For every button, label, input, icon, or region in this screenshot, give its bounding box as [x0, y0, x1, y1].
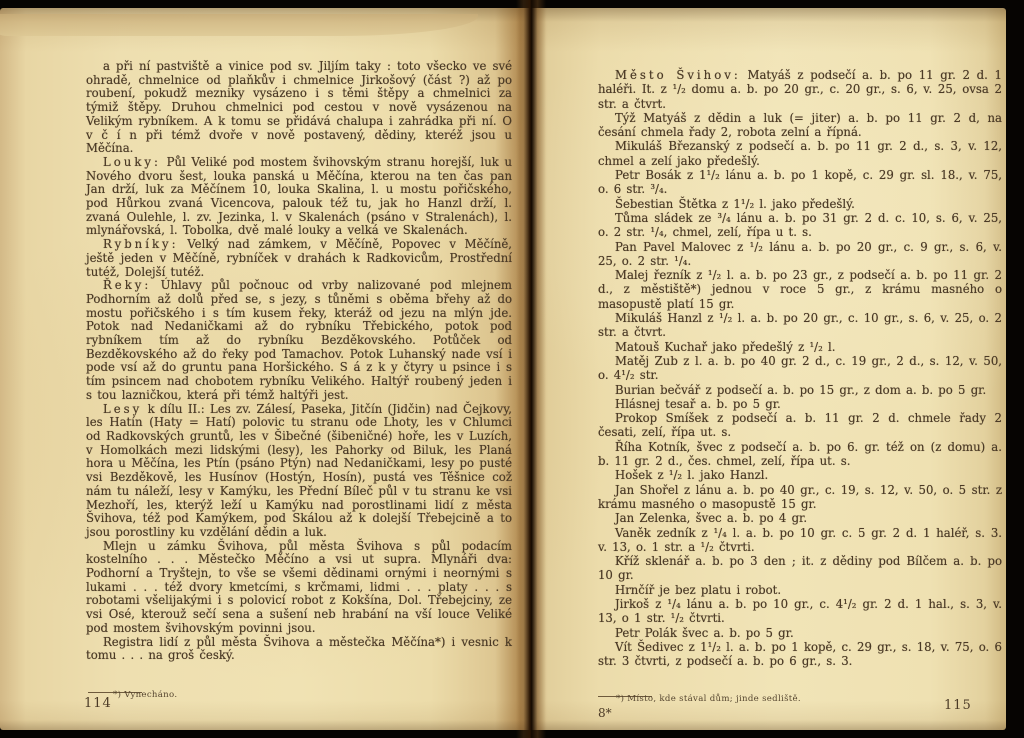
- paragraph-lead: Řeky:: [103, 278, 152, 293]
- paragraph: [86, 279, 512, 402]
- paragraph-body: Petr Polák švec a. b. po 5 gr.: [615, 625, 794, 640]
- paragraph-body: Vít Šedivec z 1¹/₂ l. a. b. po 1 kopě, c. 29 gr., s. 18, v. 75, o. 6 str. 3 čtvrti, z podsečí a. b. po 6 gr., s. 3.: [598, 639, 1002, 669]
- paragraph: [598, 240, 1002, 269]
- paragraph-body: Matouš Kuchař jako předešlý z ¹/₂ l.: [615, 339, 836, 354]
- paragraph: [598, 526, 1002, 555]
- paragraph-body: Velký nad zámkem, v Měčíně, Popovec v Měčíně, ještě jeden v Měčíně, rybníček v drahách k Radkovicům, Prostřední tutéž, Dolejší tutéž.: [86, 237, 512, 279]
- paragraph-body: a při ní pastviště a vinice pod sv. Jiljím taky : toto všecko ve své ohradě, chmelnice od plaňkův i chmelnice Jirkošový (část ?) až po roubení, pokudž mezniky vysázeno i s těmi štěpy a chmelnici za týmiž štěpy. Druhou chmelnici pod cestou v nově vysázenou na Velikým rybníkem. A k tomu se přidává chalupa i zahrádka při ní. O v č í n při témž dvoře v nově postavený, dědiny, kteréž jsou u Měčína.: [86, 59, 512, 156]
- paragraph: [598, 340, 1002, 354]
- footnote-right: *) Místo, kde stával dům; jinde sedliště.: [616, 694, 801, 704]
- paragraph-body: Jan Shořel z lánu a. b. po 40 gr., c. 19, s. 12, v. 50, o. 5 str. z krámu masného o masopustě 15 gr.: [598, 482, 1002, 511]
- footnote-left: *) Vynecháno.: [113, 690, 178, 700]
- paragraph-body: Půl Veliké pod mostem švihovským stranu horejší, luk u Nového dvoru šest, louka panská u Měčína, kterou na ten čas pan Jan drží, luk za Měčínem 10, louka Skalina, l. u mostu pořičského, pod Hůrkou zvaná Vicencova, palouk též tu, jak ho Hanzl drží, l. zvaná Oulehle, l. zv. Jezinka, l. v Skalenách (psáno v Stralenách), l. mlynářovská, l. Tobolka, dvě malé louky a velká ve Skalenách.: [86, 154, 512, 238]
- paragraph: [598, 139, 1002, 168]
- paragraph-body: Kříž sklenář a. b. po 3 den ; it. z dědiny pod Bílčem a. b. po 10 gr.: [598, 554, 1002, 583]
- book-spread: [0, 8, 1006, 730]
- paragraph: [598, 597, 1002, 626]
- paragraph-body: Matyáš z podsečí a. b. po 11 gr. 2 d. 1 haléři. It. z ¹/₂ domu a. b. po 20 gr., c. 20 gr., s. 6, v. 25, ovsa 2 str. a čtvrt.: [598, 68, 1002, 111]
- paragraph: [598, 626, 1002, 640]
- paragraph: [598, 440, 1002, 469]
- paragraph: [598, 168, 1002, 197]
- paragraph: [598, 354, 1002, 383]
- paragraph-body: Petr Bosák z 1¹/₂ lánu a. b. po 1 kopě, c. 29 gr. sl. 18., v. 75, o. 6 str. ³/₄.: [598, 168, 1002, 197]
- paragraph-lead: Rybníky:: [103, 237, 179, 252]
- signature-mark: 8*: [598, 706, 612, 720]
- paragraph: [598, 211, 1002, 240]
- paragraph: [598, 554, 1002, 583]
- right-page-text: [598, 68, 1002, 668]
- paragraph: [86, 403, 512, 540]
- paragraph: [598, 483, 1002, 512]
- paragraph: [86, 540, 512, 636]
- paragraph-body: Pan Pavel Malovec z ¹/₂ lánu a. b. po 20 gr., c. 9 gr., s. 6, v. 25, o. 2 str. ¹/₄.: [598, 239, 1002, 268]
- paragraph: [598, 411, 1002, 440]
- left-page-text: [86, 60, 512, 663]
- book-fold: [516, 0, 546, 738]
- paragraph-body: Říha Kotník, švec z podsečí a. b. po 6. gr. též on (z domu) a. b. 11 gr. 2 d., čes. chmel, zelí, řípa ut. s.: [598, 439, 1002, 469]
- paragraph: [86, 238, 512, 279]
- paragraph-body: Matěj Zub z l. a. b. po 40 gr. 2 d., c. 19 gr., 2 d., s. 12, v. 50, o. 4¹/₂ str.: [598, 353, 1002, 383]
- paragraph-body: Mikuláš Hanzl z ¹/₂ l. a. b. po 20 gr., c. 10 gr., s. 6, v. 25, o. 2 str. a čtvrt.: [598, 311, 1002, 340]
- paragraph: [598, 511, 1002, 525]
- paragraph-lead: Město Švihov:: [615, 68, 741, 82]
- paragraph-body: k dílu II.: Les zv. Zálesí, Paseka, Jitčín (Jidčin) nad Čejkovy, les Hatín (Haty = Hatí) polovic tu stranu ode Lhoty, les v Chlumci od Radkovských gruntů, les v Šibečné (šibeničné) hoře, les v Luzích, v Homolkách mezi lidskými (lesy), les Pahorky od Biluk, les Planá hora u Měčína, les Ptín (psáno Ptýn) nad Nedaničkami, lesy po pusté vsi Bezděkově, les Husínov (Hostýn, Hosín), pustá ves Těšnice což nám tu náleží, lesy v Kamýku, les Přední Bíleč půl v tu stranu ke vsi Mezhoří, les, kterýž leží u Kamýku nad porostlinami lidí z města Švihova, též pod Kamýkem, pod Skálou až k dolejší Třebejcině a to jsou porostliny ku vzdělání dědin a luk.: [86, 401, 512, 539]
- paragraph: [598, 468, 1002, 482]
- paragraph: [598, 311, 1002, 340]
- paragraph: [598, 111, 1002, 140]
- paragraph-body: Šebestian Štětka z 1¹/₂ l. jako předešlý.: [615, 196, 855, 211]
- paragraph-lead: Lesy: [103, 401, 143, 416]
- paragraph-body: Týž Matyáš z dědin a luk (= jiter) a. b. po 11 gr. 2 d, na česání chmela řady 2, robota zelní a řípná.: [598, 110, 1002, 140]
- paragraph: [598, 640, 1002, 669]
- paragraph: [86, 636, 512, 663]
- page-top-edge: [0, 14, 478, 36]
- paragraph-body: Burian bečvář z podsečí a. b. po 15 gr., z dom a. b. po 5 gr.: [615, 382, 987, 397]
- page-number-right: 115: [944, 698, 972, 713]
- paragraph: [598, 268, 1002, 311]
- paragraph-body: Malej řezník z ¹/₂ l. a. b. po 23 gr., z podsečí a. b. po 11 gr. 2 d., z městiště*) jednou v roce 5 gr., z krámu masného o masopustě platí 15 gr.: [598, 268, 1002, 311]
- paragraph-body: Jan Zelenka, švec a. b. po 4 gr.: [615, 511, 808, 526]
- paragraph: [86, 156, 512, 238]
- paragraph-body: Jirkoš z ¹/₄ lánu a. b. po 10 gr., c. 4¹/₂ gr. 2 d. 1 hal., s. 3, v. 13, o 1 str. ¹/₂ čtvrti.: [598, 596, 1002, 626]
- paragraph-body: Hošek z ¹/₂ l. jako Hanzl.: [615, 468, 769, 483]
- paragraph-body: Registra lidí z půl města Švihova a městečka Měčína*) i vesnic k tomu . . . na groš český.: [86, 634, 512, 663]
- paragraph-lead: Louky:: [103, 154, 161, 169]
- paragraph: [598, 397, 1002, 411]
- paragraph: [598, 197, 1002, 211]
- paragraph-body: Tůma sládek ze ³/₄ lánu a. b. po 31 gr. 2 d. c. 10, s. 6, v. 25, o. 2 str. ¹/₄, chmel, zelí, řípa u t. s.: [598, 210, 1002, 240]
- paragraph-body: Mlejn u zámku Švihova, půl města Švihova s půl podacím kostelního . . . Městečko Měčíno a vsi ut supra. Mlynáři dva: Podhorní a Tryštejn, to vše se všemi dědinami ornými i neornými s lukami . . . též dvory kmetcími, s krčmami, lidmi . . . platy . . . s robotami všelijakými i s polovicí robot z Kokšína, Dol. Třebejciny, ze vsi Osé, kterouž sečí sena a sušení neb hrabání na vší louce Veliké pod mostem švihovským povinni jsou.: [86, 538, 512, 635]
- paragraph-body: Hrnčíř je bez platu i robot.: [615, 582, 782, 597]
- page-number-left: 114: [84, 696, 112, 711]
- paragraph-body: Prokop Smíšek z podsečí a. b. 11 gr. 2 d. chmele řady 2 česati, zelí, řípa ut. s.: [598, 411, 1002, 440]
- paragraph: [598, 383, 1002, 397]
- paragraph: [598, 68, 1002, 111]
- paragraph-body: Mikuláš Březanský z podsečí a. b. po 11 gr. 2 d., s. 3, v. 12, chmel a zelí jako předešlý.: [598, 139, 1002, 168]
- paragraph: [598, 583, 1002, 597]
- paragraph-body: Vaněk zedník z ¹/₄ l. a. b. po 10 gr. c. 5 gr. 2 d. 1 haléř, s. 3. v. 13, o. 1 str. a ¹/₂ čtvrti.: [598, 525, 1002, 554]
- paragraph-body: Hlásnej tesař a. b. po 5 gr.: [615, 396, 781, 411]
- paragraph: [86, 60, 512, 156]
- paragraph-body: Úhlavy půl počnouc od vrby nalizované pod mlejnem Podhorním až dolů před se, s jezy, s tůněmi s oběma břehy až do mostu pořičského i s tím kusem řeky, kteráž od jezu na mlýn jde. Potok nad Nedaničkami až do rybníku Třebického, potok pod rybníkem tím až do rybníku Bezděkovského. Potůček od Bezděkovského až do řeky pod Tamachov. Potok Luhanský nade vsí i pode vsí až do gruntu pana Horšického. S á z k y čtyry u psince i s tím psincem nad chobotem rybníku Velikého. Haltýř roubený jeden i s tou lazničkou, která při témž haltýři jest.: [86, 278, 512, 402]
